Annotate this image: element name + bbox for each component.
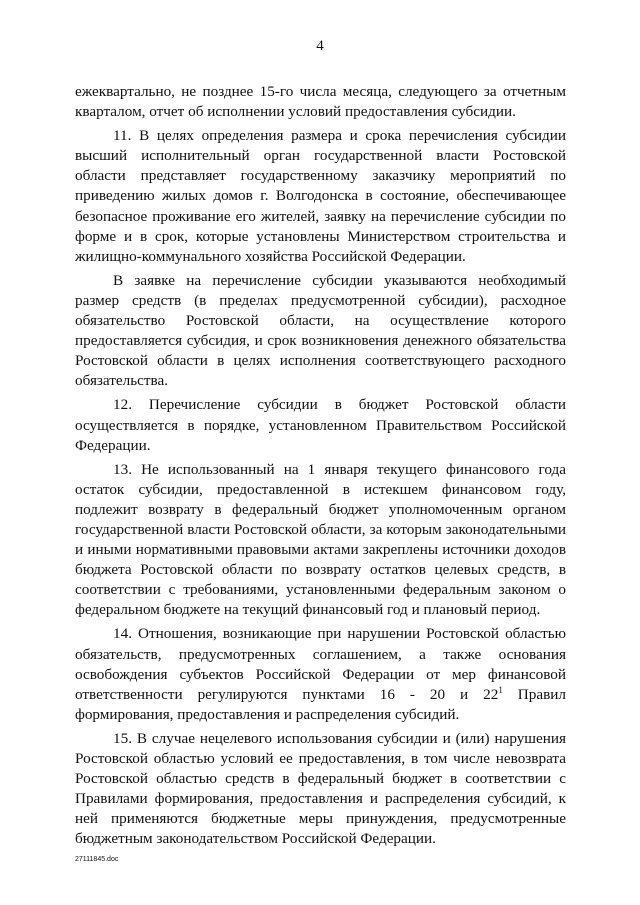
paragraph-application-details: В заявке на перечисление субсидии указываются необходимый размер средств (в пределах предусмотренной субсидии), расходное обязательство Ростовской области, на осуществление которого предоставляется субсидия, и срок возникновения денежного обязательства Ростовской области в целях исполнения соответствующего расходного обязательства. — [75, 271, 566, 390]
paragraph-item-11: 11. В целях определения размера и срока перечисления субсидии высший исполнительный орган государственной власти Ростовской области представляет государственному заказчику мероприятий по приведению жилых домов г. Волгодонска в состояние, обеспечивающее безопасное проживание его жителей, заявку на перечисление субсидии по форме и в срок, которые установлены Министерством строительства и жилищно-коммунального хозяйства Российской Федерации. — [75, 127, 566, 265]
footer-filename: 27111845.doc — [75, 856, 119, 863]
paragraph-item-14-text-before: 14. Отношения, возникающие при нарушении Ростовской областью обязательств, предусмотренных соглашением, а также основания освобождения субъектов Российской Федерации от мер финансовой ответственности регулируются пунктами 16 - 20 и 22 — [75, 625, 566, 703]
paragraph-item-13: 13. Не использованный на 1 января текущего финансового года остаток субсидии, предоставленной в истекшем финансовом году, подлежит возврату в федеральный бюджет уполномоченным органом государственной власти Ростовской области, за которым законодательными и иными нормативными правовыми актами закреплены источники доходов бюджета Ростовской области по возврату остатков целевых средств, в соответствии с требованиями, установленными федеральным законом о федеральном бюджете на текущий финансовый год и плановый период. — [75, 460, 566, 619]
document-body — [75, 82, 566, 853]
paragraph-item-15: 15. В случае нецелевого использования субсидии и (или) нарушения Ростовской областью условий ее предоставления, в том числе невозврата Ростовской областью средств в федеральный бюджет в соответствии с Правилами формирования, предоставления и распределения субсидий, к ней применяются бюджетные меры принуждения, предусмотренные бюджетным законодательством Российской Федерации. — [75, 729, 566, 848]
paragraph-item-14-superscript: 1 — [498, 684, 503, 695]
paragraph-continuation: ежеквартально, не позднее 15-го числа месяца, следующего за отчетным кварталом, отчет об исполнении условий предоставления субсидии. — [75, 83, 566, 121]
paragraph-item-14 — [75, 624, 566, 724]
paragraph-item-12: 12. Перечисление субсидии в бюджет Ростовской области осуществляется в порядке, установленном Правительством Российской Федерации. — [75, 396, 566, 454]
paragraph-item-14-text-after: Правил формирования, предоставления и распределения субсидий. — [75, 685, 566, 723]
page-number: 4 — [316, 38, 324, 54]
